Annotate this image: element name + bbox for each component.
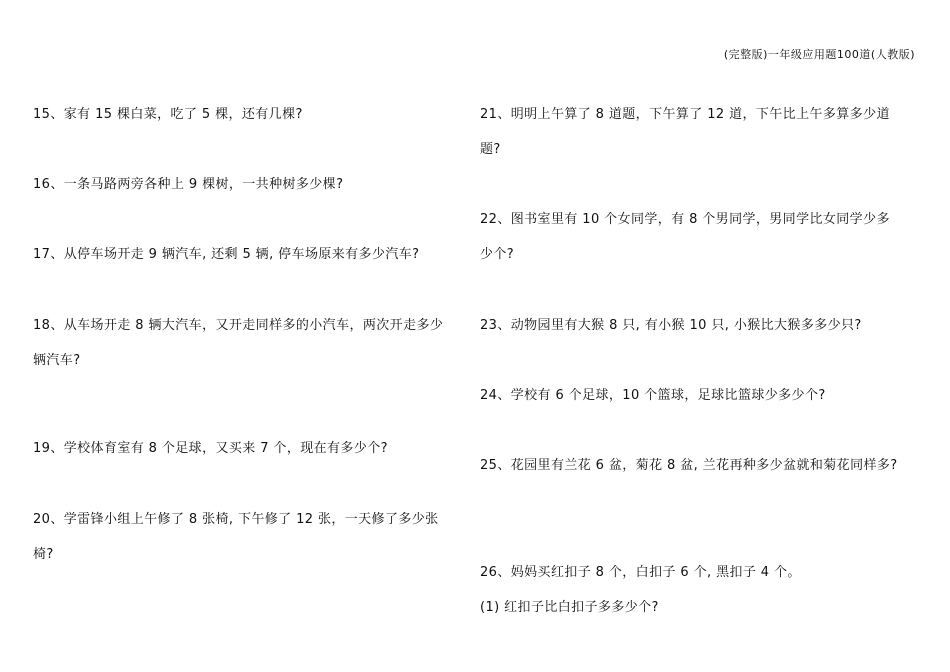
question-26-part-1: (1) 红扣子比白扣子多多少个? bbox=[480, 600, 659, 615]
question-15: 15、家有 15 棵白菜，吃了 5 棵，还有几棵? bbox=[33, 107, 303, 122]
question-16: 16、一条马路两旁各种上 9 棵树，一共种树多少棵? bbox=[33, 177, 344, 192]
question-22: 22、图书室里有 10 个女同学，有 8 个男同学，男同学比女同学少多少个? bbox=[480, 212, 890, 262]
question-17: 17、从停车场开走 9 辆汽车, 还剩 5 辆, 停车场原来有多少汽车? bbox=[33, 247, 420, 262]
question-19: 19、学校体育室有 8 个足球，又买来 7 个，现在有多少个? bbox=[33, 441, 388, 456]
question-25: 25、花园里有兰花 6 盆，菊花 8 盆, 兰花再种多少盆就和菊花同样多? bbox=[480, 458, 898, 473]
question-21: 21、明明上午算了 8 道题，下午算了 12 道，下午比上午多算多少道题? bbox=[480, 107, 890, 157]
question-24: 24、学校有 6 个足球，10 个篮球，足球比篮球少多少个? bbox=[480, 388, 826, 403]
question-20: 20、学雷锋小组上午修了 8 张椅, 下午修了 12 张，一天修了多少张椅? bbox=[33, 512, 439, 562]
page-header: (完整版)一年级应用题100道(人教版) bbox=[723, 48, 915, 61]
question-23: 23、动物园里有大猴 8 只, 有小猴 10 只, 小猴比大猴多多少只? bbox=[480, 318, 862, 333]
question-18: 18、从车场开走 8 辆大汽车，又开走同样多的小汽车，两次开走多少辆汽车? bbox=[33, 318, 444, 368]
question-26: 26、妈妈买红扣子 8 个，白扣子 6 个, 黑扣子 4 个。 bbox=[480, 565, 801, 580]
